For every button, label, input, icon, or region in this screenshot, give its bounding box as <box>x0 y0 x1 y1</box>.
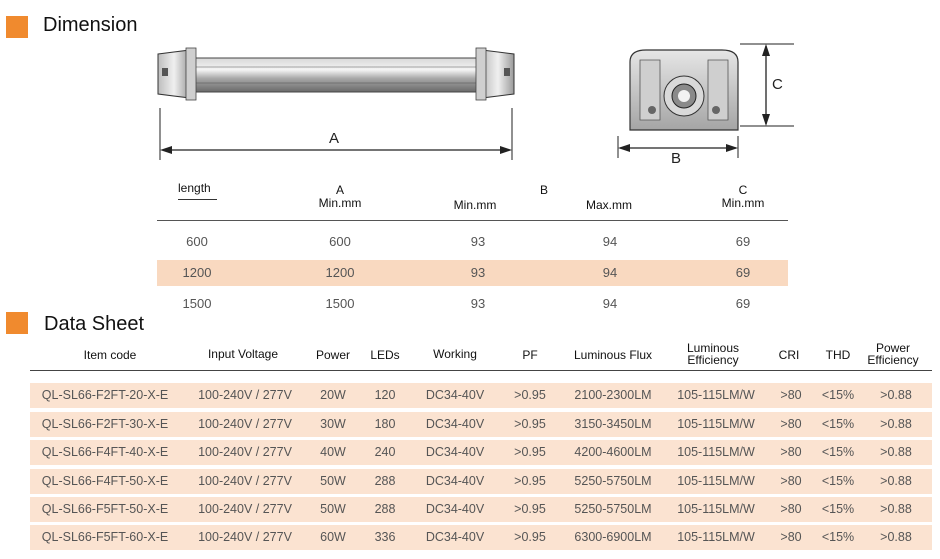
ds-cell-flux: 2100-2300LM <box>574 388 652 402</box>
ds-cell-pf: >0.95 <box>514 502 546 516</box>
ds-cell-cri: >80 <box>780 502 802 516</box>
ds-cell-power: 30W <box>320 417 346 431</box>
ds-header-efficiency-line1: Luminous <box>686 341 740 355</box>
ds-cell-flux: 5250-5750LM <box>574 474 652 488</box>
dim-header-b-max: Max.mm <box>586 198 632 212</box>
ds-cell-efficiency: 105-115LM/W <box>677 474 755 488</box>
ds-header-efficiency-line2: Efficiency <box>687 353 739 367</box>
ds-cell-power-eff: >0.88 <box>880 388 912 402</box>
ds-header-cri: CRI <box>778 348 800 362</box>
ds-cell-power-eff: >0.88 <box>880 502 912 516</box>
ds-cell-pf: >0.95 <box>514 474 546 488</box>
dim-header-c-bottom: Min.mm <box>721 196 765 210</box>
ds-cell-power: 20W <box>320 388 346 402</box>
ds-cell-voltage: 100-240V / 277V <box>198 388 292 402</box>
table-row <box>30 525 932 550</box>
table-row <box>30 497 932 522</box>
ds-header-thd: THD <box>825 348 851 362</box>
ds-cell-thd: <15% <box>821 417 855 431</box>
table-row <box>30 412 932 437</box>
dimension-heading: Dimension <box>43 14 138 36</box>
dim-cell-b-max: 94 <box>602 234 618 249</box>
ds-header-item-code: Item code <box>83 348 137 362</box>
ds-cell-thd: <15% <box>821 388 855 402</box>
table-row <box>30 469 932 494</box>
ds-cell-power: 50W <box>320 474 346 488</box>
ds-cell-power-eff: >0.88 <box>880 445 912 459</box>
ds-cell-efficiency: 105-115LM/W <box>677 502 755 516</box>
ds-cell-pf: >0.95 <box>514 530 546 544</box>
ds-header-input-voltage: Input Voltage <box>207 347 279 361</box>
ds-cell-flux: 3150-3450LM <box>574 417 652 431</box>
dim-cell-b-max: 94 <box>602 296 618 311</box>
table-row <box>157 229 788 255</box>
data-sheet-heading: Data Sheet <box>44 313 145 335</box>
ds-header-leds: LEDs <box>370 348 400 362</box>
ds-cell-cri: >80 <box>780 388 802 402</box>
dim-header-a-top: A <box>335 183 344 197</box>
ds-cell-power-eff: >0.88 <box>880 530 912 544</box>
dim-cell-length: 1500 <box>182 296 212 311</box>
dim-cell-a: 600 <box>329 234 351 249</box>
length-underline <box>178 199 217 200</box>
ds-cell-working: DC34-40V <box>425 417 485 431</box>
dim-table-rule <box>157 220 788 221</box>
ds-cell-leds: 120 <box>374 388 396 402</box>
dim-cell-a: 1500 <box>325 296 355 311</box>
ds-cell-power: 50W <box>320 502 346 516</box>
ds-header-luminous-flux: Luminous Flux <box>573 348 653 362</box>
ds-cell-power: 40W <box>320 445 346 459</box>
dim-header-a-bottom: Min.mm <box>318 196 362 210</box>
ds-cell-working: DC34-40V <box>425 530 485 544</box>
ds-cell-thd: <15% <box>821 445 855 459</box>
ds-cell-pf: >0.95 <box>514 388 546 402</box>
ds-cell-working: DC34-40V <box>425 502 485 516</box>
dim-cell-c: 69 <box>735 265 751 280</box>
ds-cell-working: DC34-40V <box>425 474 485 488</box>
table-row <box>30 440 932 465</box>
dim-header-b-top: B <box>539 183 548 197</box>
ds-cell-code: QL-SL66-F2FT-20-X-E <box>41 388 169 402</box>
dim-cell-b-max: 94 <box>602 265 618 280</box>
ds-cell-voltage: 100-240V / 277V <box>198 474 292 488</box>
ds-cell-code: QL-SL66-F4FT-40-X-E <box>41 445 169 459</box>
ds-cell-thd: <15% <box>821 474 855 488</box>
ds-cell-power-eff: >0.88 <box>880 417 912 431</box>
ds-cell-flux: 6300-6900LM <box>574 530 652 544</box>
ds-header-power-eff-line1: Power <box>875 341 911 355</box>
ds-cell-leds: 288 <box>374 474 396 488</box>
ds-cell-voltage: 100-240V / 277V <box>198 417 292 431</box>
dimension-label-c: C <box>772 76 783 93</box>
dimension-label-b: B <box>671 150 682 167</box>
dim-cell-length: 600 <box>186 234 208 249</box>
ds-table-rule <box>30 370 932 371</box>
table-row <box>157 260 788 286</box>
ds-cell-leds: 180 <box>374 417 396 431</box>
ds-cell-efficiency: 105-115LM/W <box>677 388 755 402</box>
table-row <box>157 291 788 317</box>
ds-cell-code: QL-SL66-F4FT-50-X-E <box>41 474 169 488</box>
ds-cell-working: DC34-40V <box>425 388 485 402</box>
ds-cell-thd: <15% <box>821 502 855 516</box>
dimension-label-a: A <box>329 130 340 147</box>
ds-cell-power-eff: >0.88 <box>880 474 912 488</box>
ds-cell-efficiency: 105-115LM/W <box>677 445 755 459</box>
dim-cell-a: 1200 <box>325 265 355 280</box>
ds-cell-leds: 288 <box>374 502 396 516</box>
section-marker-icon <box>6 312 28 334</box>
ds-cell-cri: >80 <box>780 530 802 544</box>
ds-header-power-eff-line2: Efficiency <box>867 353 919 367</box>
ds-cell-pf: >0.95 <box>514 445 546 459</box>
fixture-end-view <box>612 40 797 165</box>
dim-cell-b-min: 93 <box>470 296 486 311</box>
ds-cell-pf: >0.95 <box>514 417 546 431</box>
dim-header-length: length <box>178 181 211 195</box>
ds-cell-code: QL-SL66-F5FT-60-X-E <box>41 530 169 544</box>
ds-cell-power: 60W <box>320 530 346 544</box>
ds-cell-voltage: 100-240V / 277V <box>198 445 292 459</box>
ds-header-power: Power <box>315 348 351 362</box>
dim-header-c-top: C <box>738 183 748 197</box>
ds-cell-code: QL-SL66-F2FT-30-X-E <box>41 417 169 431</box>
ds-cell-leds: 336 <box>374 530 396 544</box>
ds-cell-flux: 4200-4600LM <box>574 445 652 459</box>
ds-cell-cri: >80 <box>780 474 802 488</box>
ds-cell-efficiency: 105-115LM/W <box>677 530 755 544</box>
ds-cell-working: DC34-40V <box>425 445 485 459</box>
ds-header-pf: PF <box>522 348 538 362</box>
section-marker-icon <box>6 16 28 38</box>
dim-cell-b-min: 93 <box>470 265 486 280</box>
dim-cell-b-min: 93 <box>470 234 486 249</box>
ds-cell-leds: 240 <box>374 445 396 459</box>
ds-cell-cri: >80 <box>780 417 802 431</box>
dim-header-b-min: Min.mm <box>453 198 497 212</box>
table-row <box>30 383 932 408</box>
ds-cell-code: QL-SL66-F5FT-50-X-E <box>41 502 169 516</box>
ds-cell-voltage: 100-240V / 277V <box>198 530 292 544</box>
ds-cell-cri: >80 <box>780 445 802 459</box>
ds-cell-flux: 5250-5750LM <box>574 502 652 516</box>
ds-header-working: Working <box>433 347 477 361</box>
ds-cell-voltage: 100-240V / 277V <box>198 502 292 516</box>
ds-cell-efficiency: 105-115LM/W <box>677 417 755 431</box>
dim-cell-c: 69 <box>735 296 751 311</box>
dim-cell-c: 69 <box>735 234 751 249</box>
ds-cell-thd: <15% <box>821 530 855 544</box>
dim-cell-length: 1200 <box>182 265 212 280</box>
